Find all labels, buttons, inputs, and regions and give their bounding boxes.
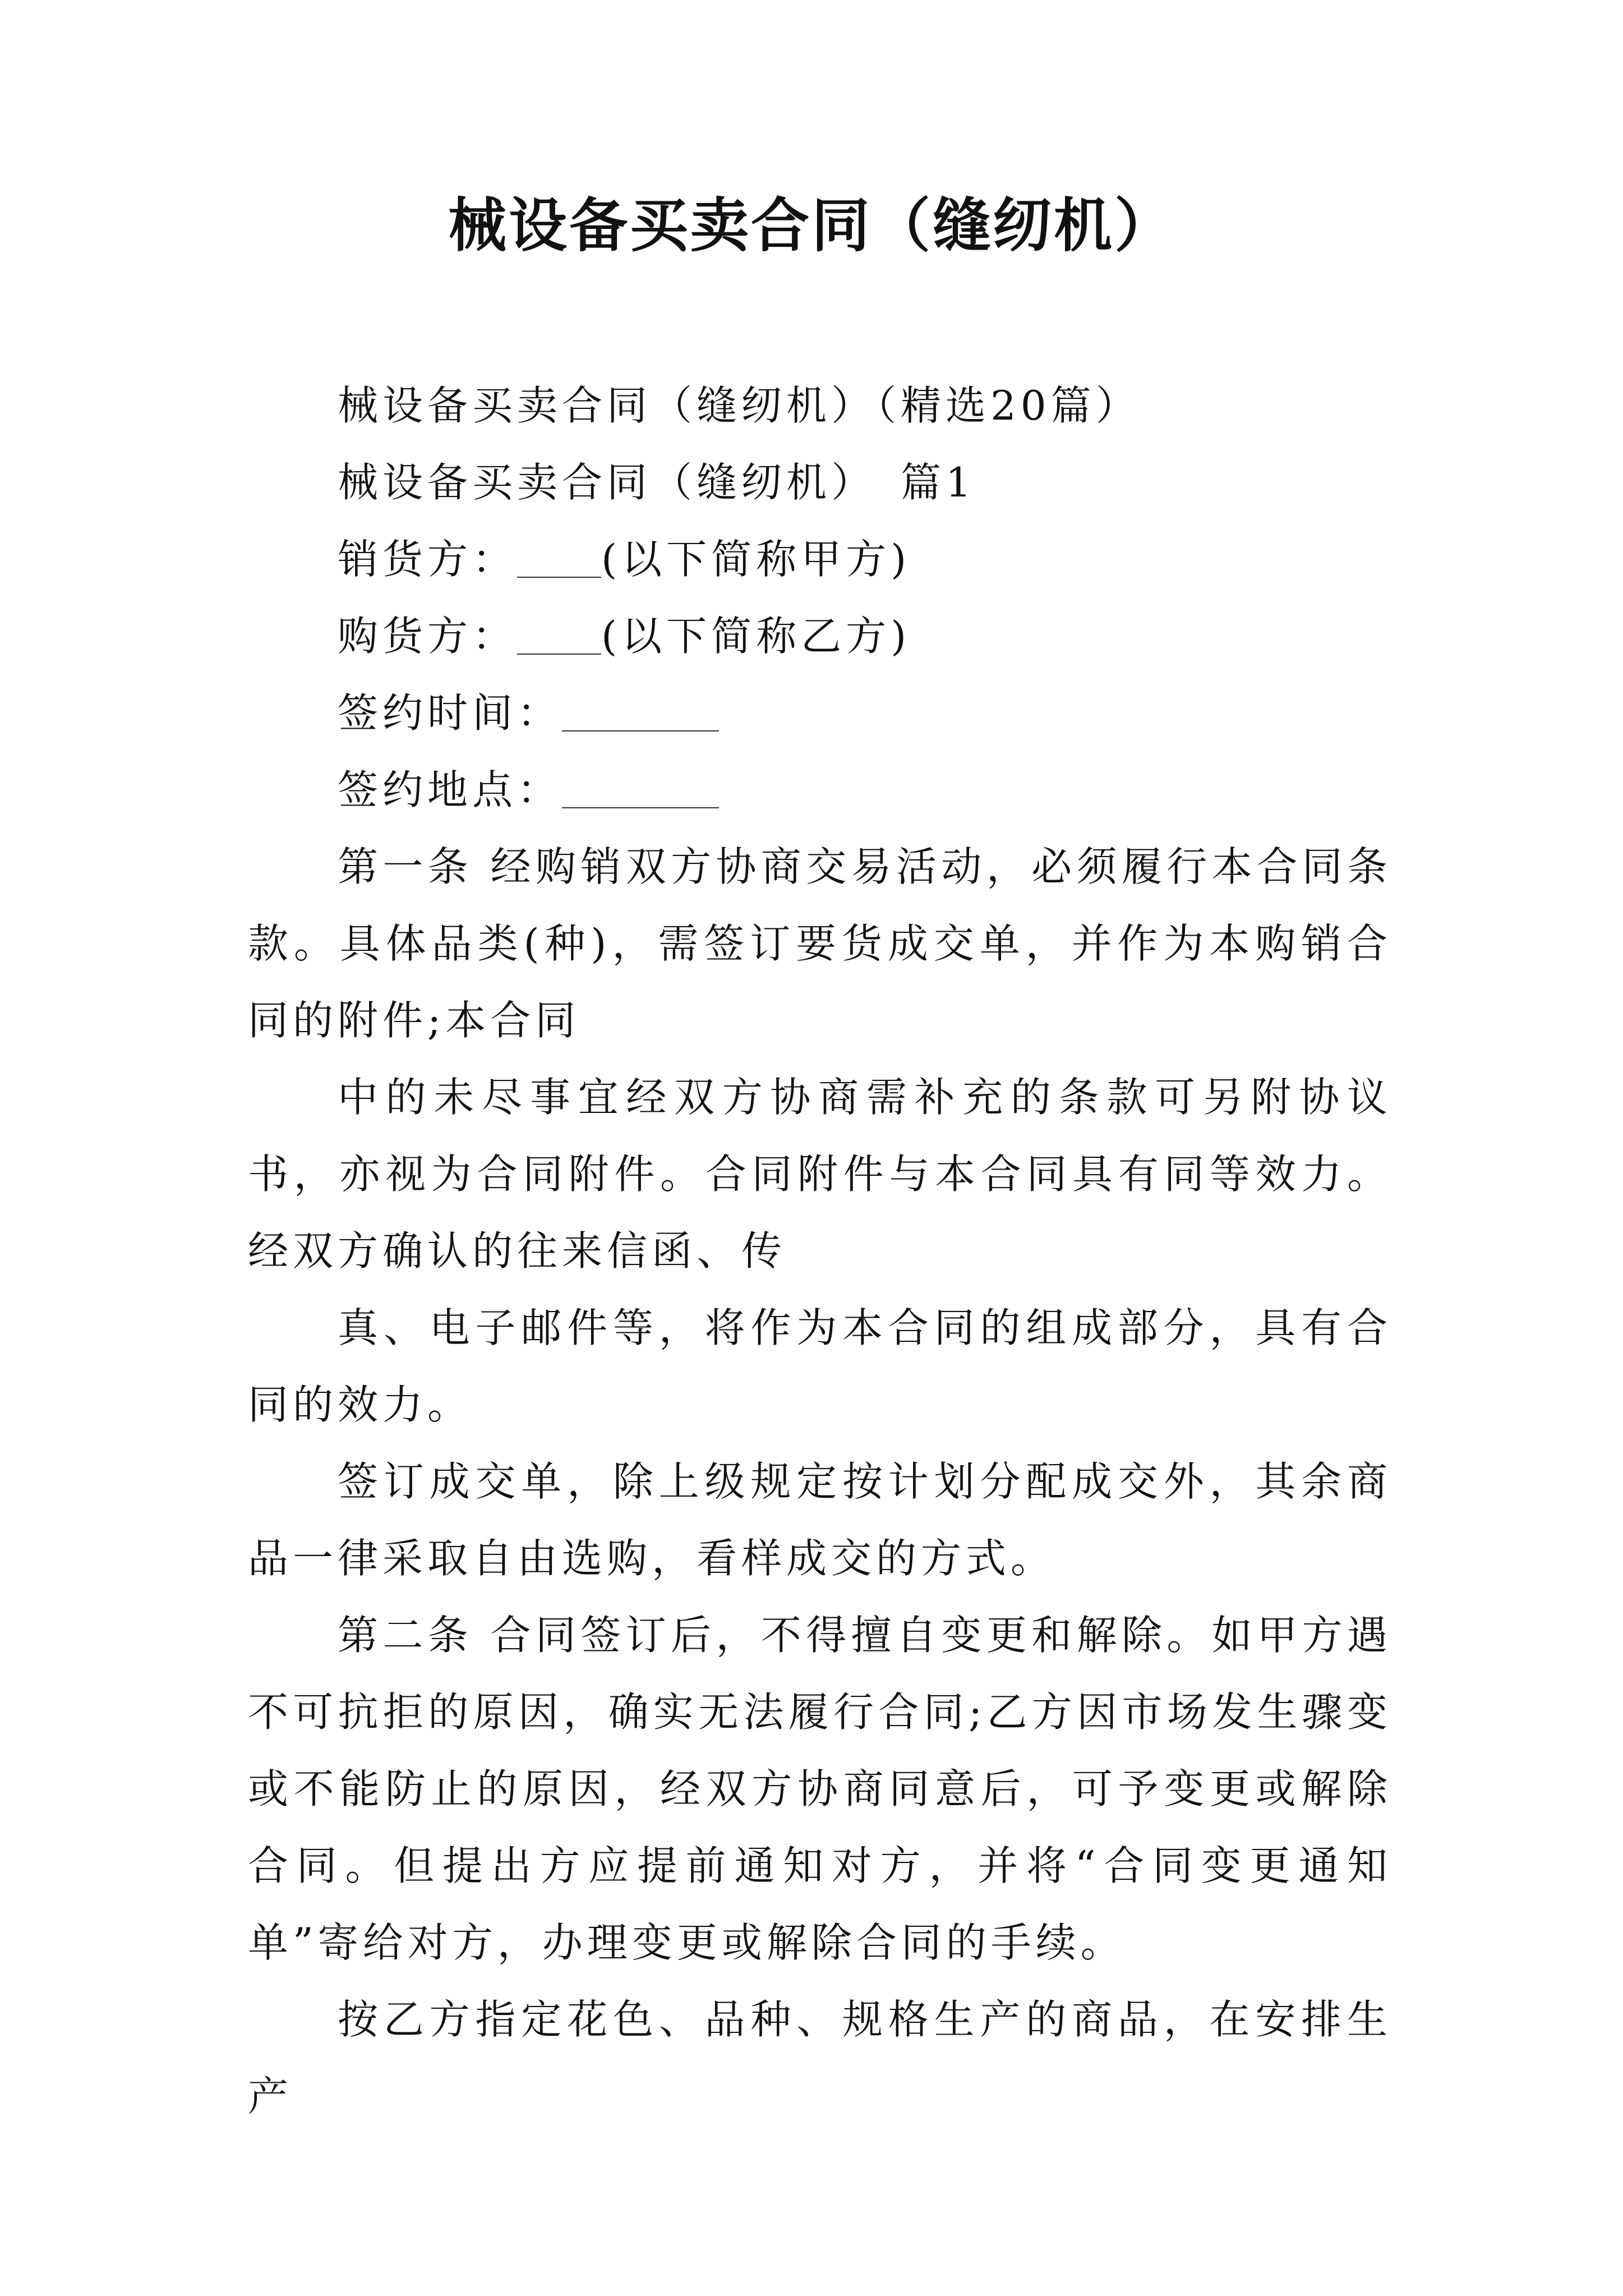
paragraph: 第一条 经购销双方协商交易活动，必须履行本合同条款。具体品类(种)，需签订要货成交单，并作为本购销合同的附件;本合同 <box>248 843 1392 1044</box>
sign-time-label: 签约时间： <box>338 689 562 737</box>
paragraph: 按乙方指定花色、品种、规格生产的商品，在安排生产 <box>248 1996 1392 2120</box>
document-title: 械设备买卖合同（缝纫机） <box>448 191 1175 260</box>
sign-time-line <box>248 675 1392 752</box>
buyer-blank <box>517 620 601 655</box>
seller-blank <box>517 543 601 578</box>
section-heading: 械设备买卖合同（缝纫机） 篇1 <box>338 459 976 506</box>
buyer-line <box>248 598 1392 675</box>
paragraph: 第二条 合同签订后，不得擅自变更和解除。如甲方遇不可抗拒的原因，确实无法履行合同;乙方因市场发生骤变或不能防止的原因，经双方协商同意后，可予变更或解除合同。但提出方应提前通知对方，并将“合同变更通知单”寄给对方，办理变更或解除合同的手续。 <box>248 1612 1392 1966</box>
document-body <box>248 367 1392 2135</box>
subtitle-line: 械设备买卖合同（缝纫机）（精选20篇） <box>338 382 1141 429</box>
sign-place-blank <box>562 774 719 808</box>
seller-label: 销货方： <box>338 536 518 583</box>
seller-line <box>248 521 1392 598</box>
paragraph: 签订成交单，除上级规定按计划分配成交外，其余商品一律采取自由选购，看样成交的方式。 <box>248 1458 1392 1582</box>
buyer-note: (以下简称乙方) <box>601 613 911 660</box>
sign-place-line <box>248 752 1392 829</box>
paragraph: 中的未尽事宜经双方协商需补充的条款可另附协议书，亦视为合同附件。合同附件与本合同具有同等效力。经双方确认的往来信函、传 <box>248 1074 1392 1274</box>
seller-note: (以下简称甲方) <box>601 536 911 583</box>
buyer-label: 购货方： <box>338 613 518 660</box>
sign-time-blank <box>562 697 719 731</box>
paragraph: 真、电子邮件等，将作为本合同的组成部分，具有合同的效力。 <box>248 1304 1392 1428</box>
sign-place-label: 签约地点： <box>338 766 562 813</box>
